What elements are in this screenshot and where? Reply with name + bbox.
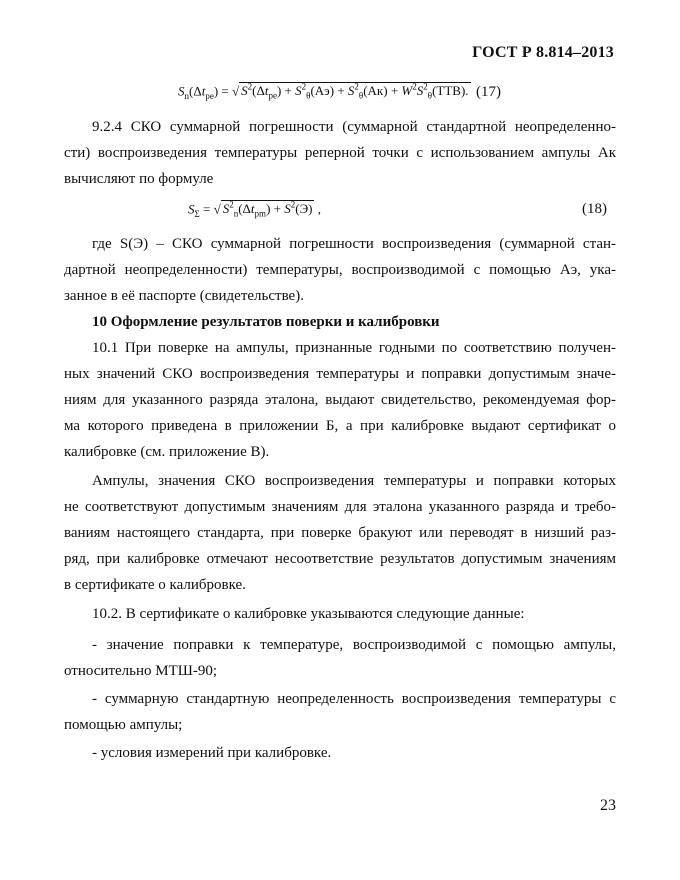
section-title: 10 Оформление результатов поверки и калибровки [92, 314, 440, 330]
paragraph-line: ма которого приведена в приложении Б, а при калибровке выдают сертификат о [64, 418, 616, 434]
formula-18-number: (18) [582, 201, 607, 217]
list-item-line: относительно МТШ-90; [64, 663, 218, 679]
list-item-line: - значение поправки к температуре, воспроизводимой с помощью ампулы, [92, 637, 616, 653]
list-item-line: - суммарную стандартную неопределенность воспроизведения температуры с [92, 691, 616, 707]
formula-18: $S_\Sigma$ = √ $S^2_n(\Delta t_{pm}) + S^2(Э)$ , [188, 200, 321, 219]
list-item-line: помощью ампулы; [64, 717, 183, 733]
paragraph-line: сти) воспроизведения температуры реперной точки с использованием ампулы Ак [64, 145, 616, 161]
document-header: ГОСТ Р 8.814–2013 [472, 44, 614, 61]
formula-17: $S_n(\Delta t_{pe})$ = √ $S^2(\Delta t_{pe}) + S^2_\theta(Аэ) + S^2_\theta(Ак) + W^2S^2_\theta(ТТВ)$. [178, 82, 469, 101]
paragraph-line: не соответствуют допустимым значениям для эталона указанного разряда и требо- [64, 499, 616, 515]
paragraph-line: ных значений СКО воспроизведения температуры и поправки допустимым значе- [64, 366, 616, 382]
paragraph-line: занное в её паспорте (свидетельстве). [64, 288, 304, 304]
paragraph-line: вычисляют по формуле [64, 171, 214, 187]
paragraph-line: калибровке (см. приложение В). [64, 444, 270, 460]
paragraph-line: 10.2. В сертификате о калибровке указываются следующие данные: [92, 606, 525, 622]
paragraph-line: ваниям настоящего стандарта, при поверке бракуют или переводят в низший раз- [64, 525, 616, 541]
paragraph-line: Ампулы, значения СКО воспроизведения температуры и поправки которых [92, 473, 616, 489]
formula-17-number: (17) [476, 84, 501, 100]
paragraph-line: где S(Э) – СКО суммарной погрешности воспроизведения (суммарной стан- [92, 236, 616, 252]
paragraph-line: 9.2.4 СКО суммарной погрешности (суммарной стандартной неопределенно- [92, 119, 616, 135]
paragraph-line: в сертификате о калибровке. [64, 577, 246, 593]
paragraph-line: ряд, при калибровке отмечают несоответствие результатов допустимым значениям [64, 551, 616, 567]
paragraph-line: 10.1 При поверке на ампулы, признанные годными по соответствию получен- [92, 340, 616, 356]
page-number: 23 [600, 797, 616, 814]
paragraph-line: дартной неопределенности) температуры, воспроизводимой с помощью Аэ, ука- [64, 262, 616, 278]
list-item-line: - условия измерений при калибровке. [92, 745, 332, 761]
paragraph-line: ниям для указанного разряда эталона, выдают свидетельство, рекомендуемая фор- [64, 392, 616, 408]
